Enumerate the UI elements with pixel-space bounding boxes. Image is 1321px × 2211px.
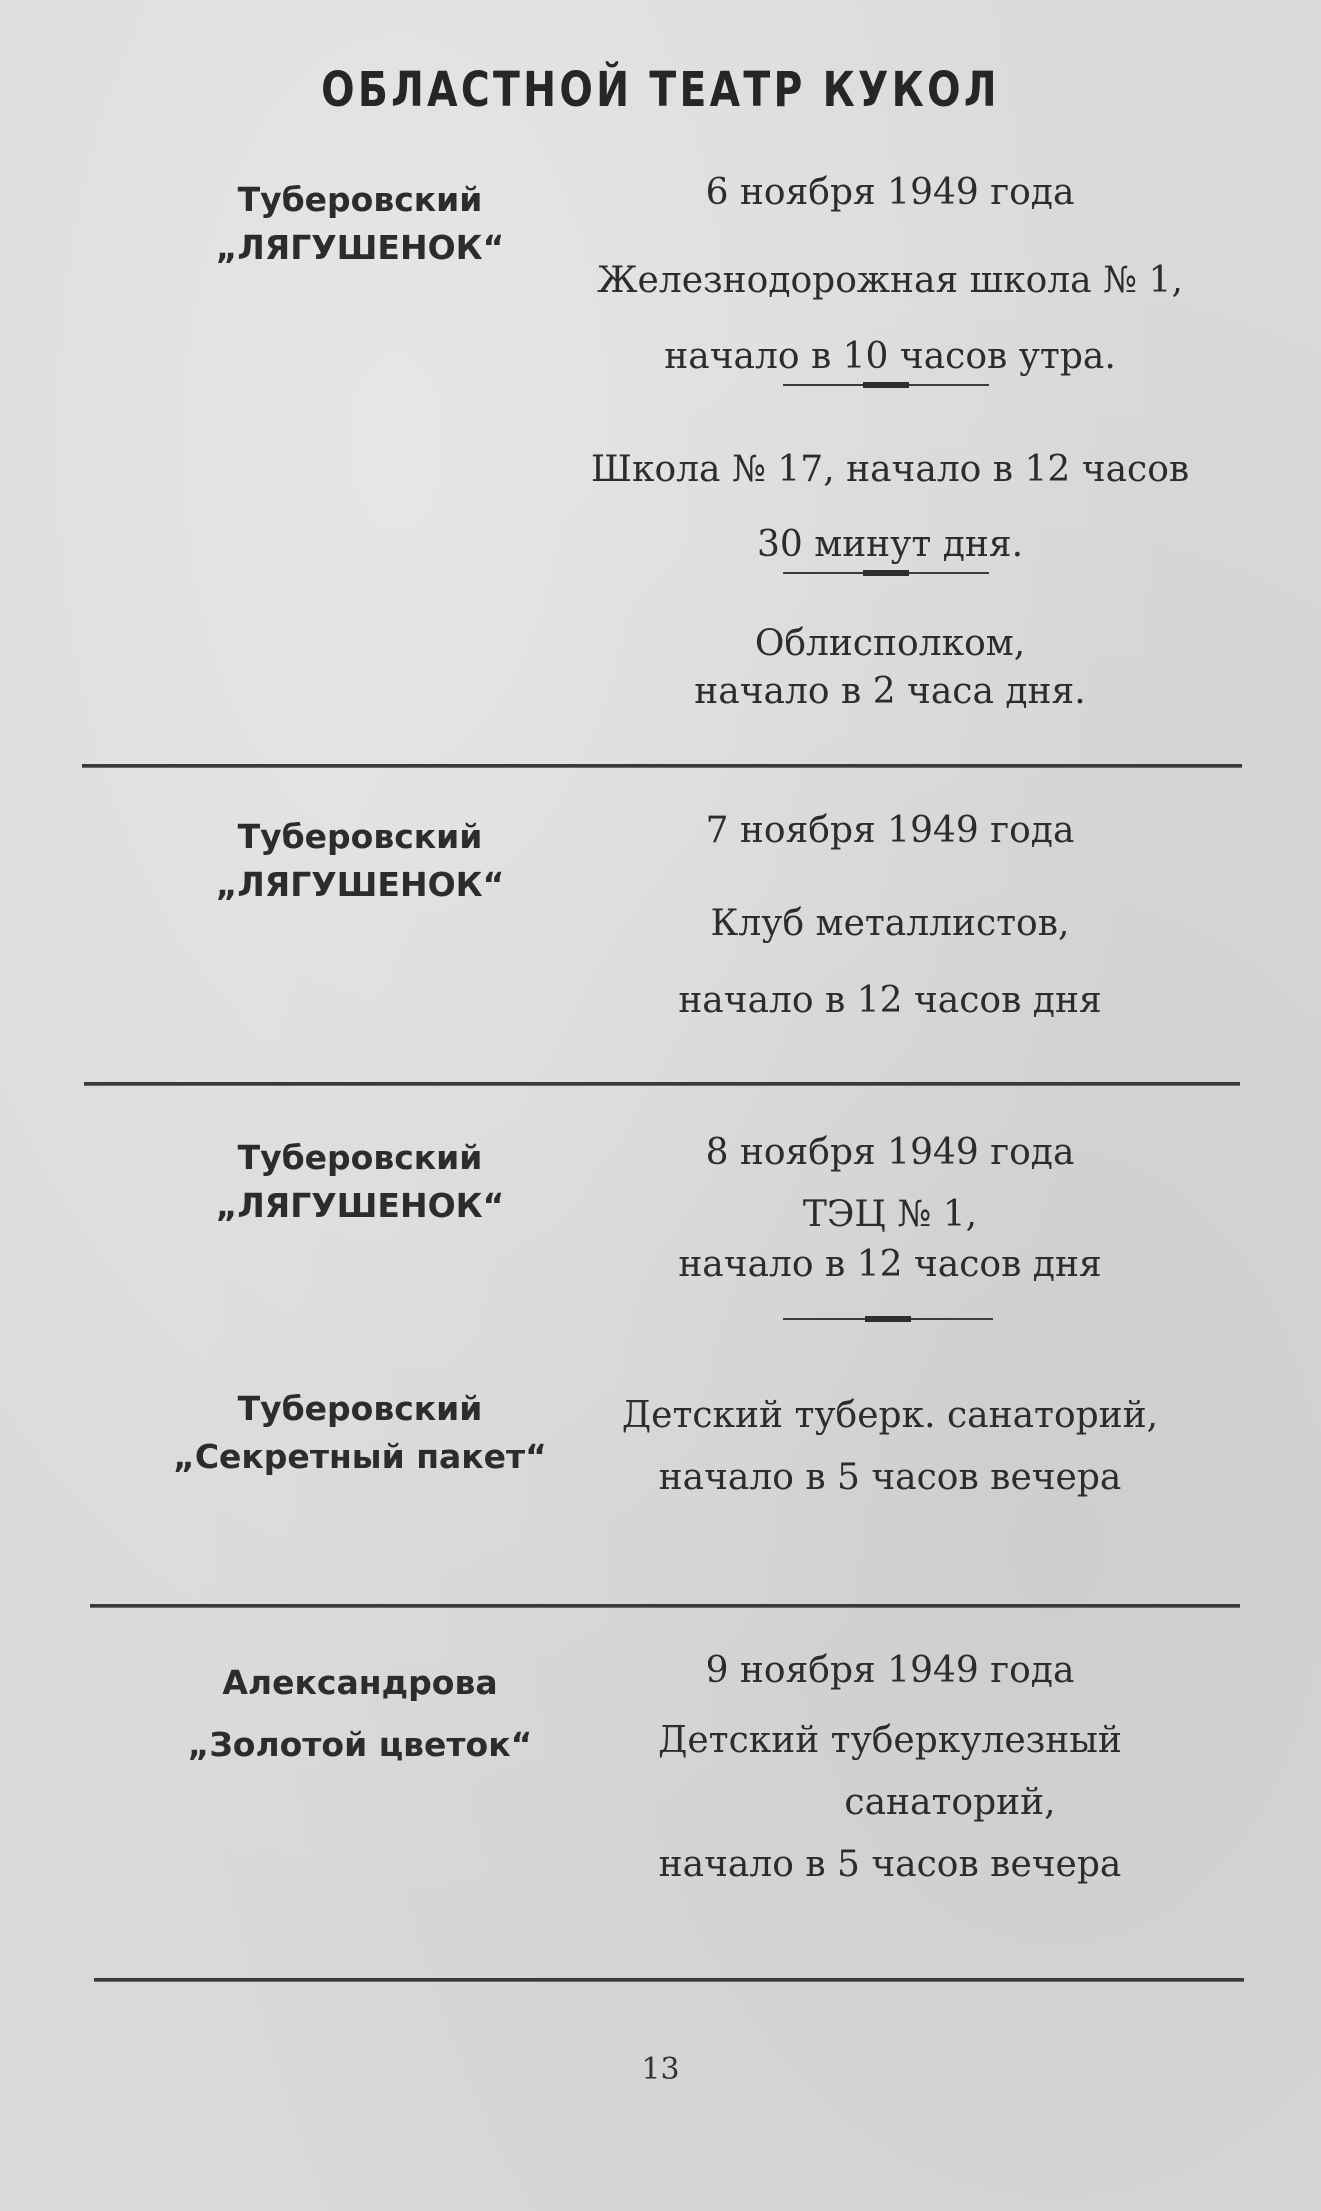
page-number: 13	[641, 2052, 680, 2087]
venue-entry	[510, 432, 1270, 582]
venue-entry	[510, 620, 1270, 716]
author-name: Туберовский	[237, 180, 483, 219]
author-name: Александрова	[222, 1663, 498, 1702]
performance-date: 9 ноября 1949 года	[705, 1650, 1075, 1691]
performance-date: 8 ноября 1949 года	[705, 1132, 1075, 1173]
section-divider	[94, 1978, 1244, 1982]
play-title: „Секретный пакет“	[173, 1437, 547, 1476]
venue-line: Детский туберкулезный	[658, 1720, 1122, 1761]
author-name: Туберовский	[237, 1138, 483, 1177]
performance-date: 6 ноября 1949 года	[705, 172, 1075, 213]
venue-line: Железнодорожная школа № 1,	[597, 260, 1183, 301]
venue-separator	[783, 572, 989, 574]
venue-line: начало в 2 часа дня.	[694, 671, 1086, 712]
play-title: „ЛЯГУШЕНОК“	[215, 865, 505, 904]
venue-entry	[510, 1190, 1270, 1290]
author-name: Туберовский	[237, 1389, 483, 1428]
venue-entry	[510, 1710, 1270, 1896]
section-divider	[90, 1604, 1240, 1608]
page-title: ОБЛАСТНОЙ ТЕАТР КУКОЛ	[321, 62, 1000, 118]
venue-line: Облисполком,	[754, 623, 1026, 664]
section-divider	[84, 1082, 1240, 1086]
venue-line: Клуб металлистов,	[710, 903, 1070, 944]
venue-line: ТЭЦ № 1,	[802, 1194, 978, 1235]
venue-line: начало в 10 часов утра.	[664, 336, 1116, 377]
venue-entry	[510, 1385, 1270, 1509]
performance-date: 7 ноября 1949 года	[705, 810, 1075, 851]
play-title: „ЛЯГУШЕНОК“	[215, 228, 505, 267]
venue-line: начало в 5 часов вечера	[658, 1457, 1122, 1498]
venue-line: начало в 12 часов дня	[678, 1244, 1102, 1285]
venue-line: Школа № 17, начало в 12 часов	[590, 449, 1190, 490]
venue-entry	[510, 885, 1270, 1039]
section-divider	[82, 764, 1242, 768]
play-title: „Золотой цветок“	[187, 1725, 533, 1764]
venue-line: 30 минут дня.	[756, 524, 1024, 565]
venue-line: начало в 5 часов вечера	[658, 1844, 1122, 1885]
venue-line: Детский туберк. санаторий,	[621, 1395, 1159, 1436]
venue-separator	[783, 1318, 993, 1320]
venue-separator	[783, 384, 989, 386]
play-title: „ЛЯГУШЕНОК“	[215, 1186, 505, 1225]
venue-line: начало в 12 часов дня	[678, 980, 1102, 1021]
author-name: Туберовский	[237, 817, 483, 856]
venue-entry	[510, 243, 1270, 395]
venue-line: санаторий,	[844, 1782, 1056, 1823]
